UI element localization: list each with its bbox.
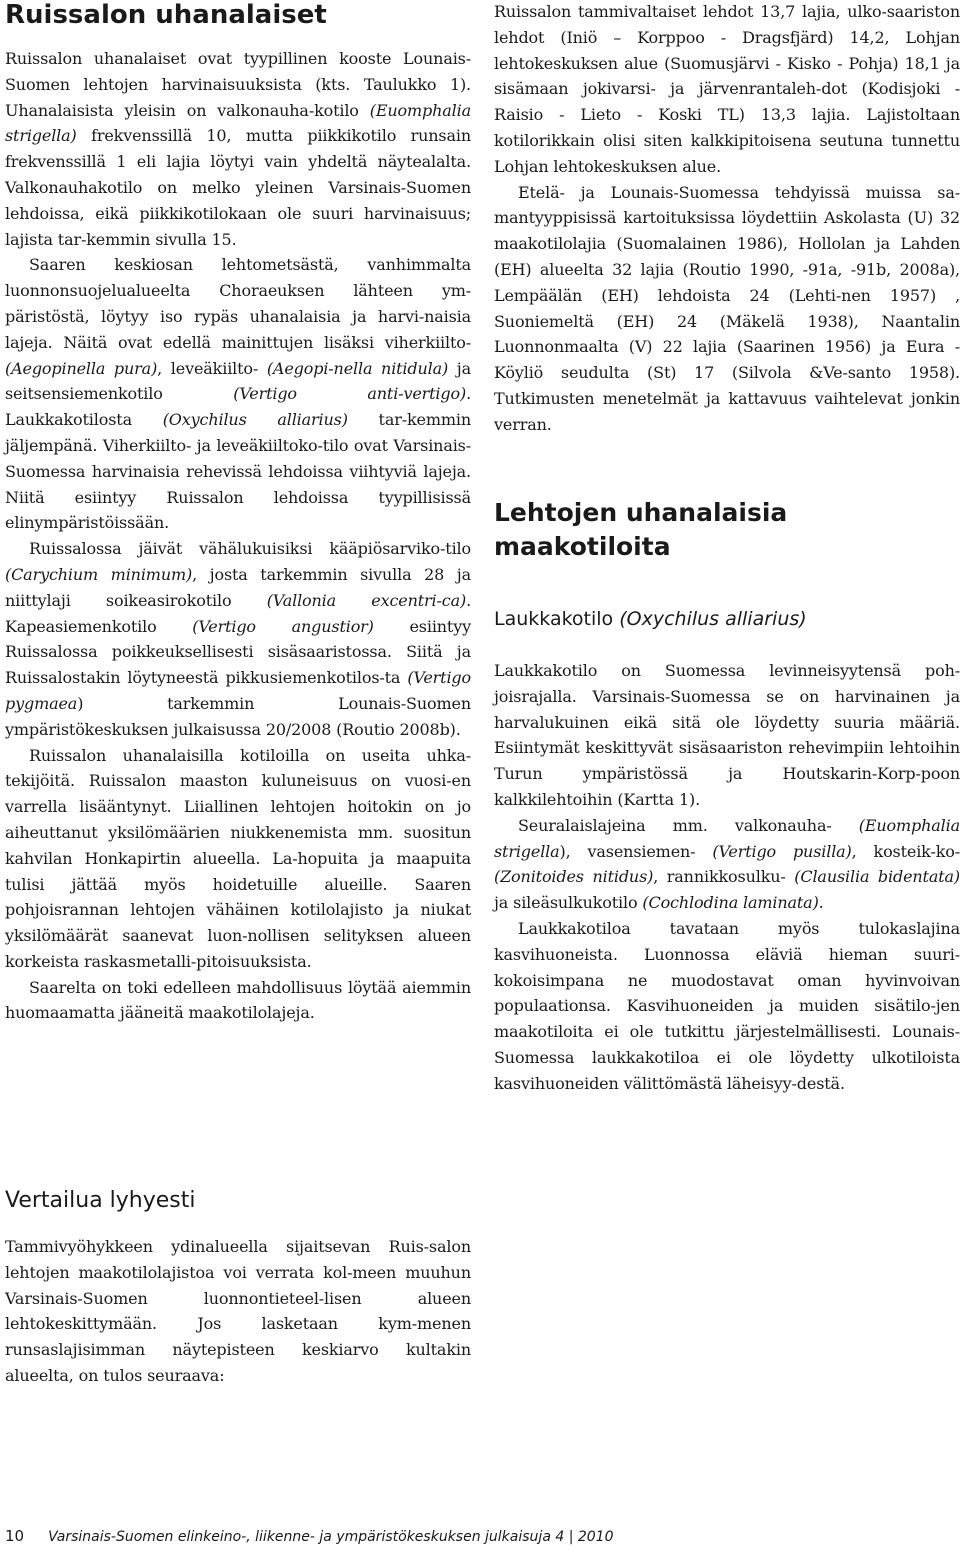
text-run: Ruissalon uhanalaisilla kotiloilla on useita uhka-tekijöitä. Ruissalon maaston kuluneisuus on vuosi-en varrella lisääntynyt. Liiallinen lehtojen hoitokin on jo aiheuttanut yksilömäärien niukkenemista mm. suositun kahvilan Honkapirtin alueella. La-hopuita ja maapuita tulisi jättää myös hoidetuille alueille. Saaren pohjoisrannan lehtojen vähäinen kotilolajisto ja niukat yksilömäärät saanevat luon-nollisen selityksen alueen korkeista raskasmetalli-pitoisuuksista.: [5, 745, 471, 971]
species-name: (Euomphalia strigella): [5, 100, 471, 146]
text-run: ) tarkemmin Lounais-Suomen ympäristökeskuksen julkaisussa 20/2008 (Routio 2008b).: [5, 693, 471, 739]
species-name: (Carychium minimum): [5, 564, 193, 584]
text-run: Ruissalossa jäivät vähälukuisiksi kääpiösarviko-tilo: [29, 539, 471, 559]
subsection-title-plain: Laukkakotilo: [494, 608, 620, 630]
species-name: (Clausilia bidentata): [794, 867, 960, 887]
paragraph: [494, 180, 960, 438]
paragraph: [494, 0, 960, 180]
paragraph: [494, 813, 960, 916]
paragraph: [5, 536, 471, 742]
section-title-lehtojen: [494, 496, 787, 564]
subsection-title-latin: (Oxychilus alliarius): [619, 608, 807, 630]
text-run: , kosteik-ko-: [851, 841, 960, 861]
text-run: Seuralaislajeina mm. valkonauha-: [518, 815, 859, 835]
paragraph: [494, 658, 960, 813]
text-run: . Laukkakotilosta: [5, 384, 471, 430]
species-name: (Oxychilus alliarius): [162, 410, 348, 430]
right-column: [494, 0, 960, 1093]
text-run: ja seitsensiemenkotilo: [5, 358, 471, 404]
text-run: , rannikkosulku-: [653, 867, 795, 887]
section-title-line-1: Lehtojen uhanalaisia: [494, 498, 788, 527]
text-run: Saaren keskiosan lehtometsästä, vanhimmalta luonnonsuojelualueelta Choraeuksen lähteen ym-päristöstä, löytyy iso rypäs uhanalaisia ja harvi-naisia lajeja. Näitä ovat edellä mainittujen lisäksi viherkiilto-: [5, 255, 471, 352]
species-name: (Aegopi-nella nitidula): [266, 358, 449, 378]
text-run: ja sileäsulkukotilo: [494, 893, 643, 913]
paragraph: [5, 252, 471, 536]
species-name: (Vallonia excentri-ca): [266, 590, 467, 610]
page-footer: [5, 1527, 614, 1545]
text-run: Ruissalon uhanalaiset ovat tyypillinen kooste Lounais-Suomen lehtojen harvinaisuuksista (kts. Taulukko 1). Uhanalaisista yleisin on valkonauha-kotilo: [5, 49, 471, 120]
text-run: , leveäkiilto-: [157, 358, 267, 378]
section-title-vertailua: Vertailua lyhyesti: [5, 1188, 196, 1213]
species-name: (Vertigo pusilla): [712, 841, 852, 861]
species-name: (Cochlodina laminata).: [642, 893, 824, 913]
species-name: (Aegopinella pura): [5, 358, 158, 378]
text-run: Saarelta on toki edelleen mahdollisuus löytää aiemmin huomaamatta jääneitä maakotilolajeja.: [5, 977, 471, 1023]
text-run: esiintyy Ruissalossa poikkeuksellisesti sisäsaaristossa. Siitä ja Ruissalostakin löytyneestä pikkusiemenkotilos-ta: [5, 616, 471, 688]
text-run: ), vasensiemen-: [559, 841, 713, 861]
text-run: Laukkakotilo on Suomessa levinneisyytensä poh-joisrajalla. Varsinais-Suomessa se on harvinainen ja harvalukuinen eikä sitä ole löydetty suuria määriä. Esiintymät keskittyvät sisäsaariston rehevimpiin lehtoihin Turun ympäristössä ja Houtskarin-Korp-poon kalkkilehtoihin (Kartta 1).: [494, 661, 960, 809]
paragraph: [5, 46, 471, 252]
text-run: Laukkakotiloa tavataan myös tulokaslajina kasvihuoneista. Luonnossa eläviä hieman suuri-kokoisimpana ne muodostavat oman hyvinvoivan populaationsa. Kasvihuoneiden ja muiden sisätilo-jen maakotiloita ei ole tutkittu järjestelmällisesti. Lounais-Suomessa laukkakotiloa ei ole löydetty ulkotiloista kasvihuoneiden välittömästä läheisyy-destä.: [494, 918, 960, 1093]
text-run: Tammivyöhykkeen ydinalueella sijaitsevan Ruis-salon lehtojen maakotilolajistoa voi verrata kol-meen muuhun Varsinais-Suomen luonnontieteel-lisen alueen lehtokeskittymään. Jos lasketaan kym-menen runsaslajisimman näytepisteen keskiarvo kultakin alueelta, on tulos seuraava:: [5, 1237, 471, 1385]
left-column: [5, 0, 471, 1385]
paragraph: [5, 975, 471, 1027]
vertailua-body: [5, 1234, 471, 1389]
subsection-title-laukkakotilo: [494, 606, 807, 632]
species-name: (Zonitoides nitidus): [494, 867, 654, 887]
species-name: (Vertigo pygmaea: [5, 668, 471, 713]
species-name: (Euomphalia strigella: [494, 815, 960, 861]
text-run: . Kapeasiemenkotilo: [5, 590, 471, 636]
paragraph: [5, 743, 471, 975]
text-run: Ruissalon tammivaltaiset lehdot 13,7 lajia, ulko-saariston lehdot (Iniö – Korppoo - Dragsfjärd) 14,2, Lohjan lehtokeskuksen alue (Suomusjärvi - Kisko - Pohja) 18,1 ja sisämaan jokivarsi- ja järvenrantaleh-dot (Kodisjoki - Raisio - Lieto - Koski TL) 13,3 lajia. Lajistoltaan kotilorikkain olisi siten kalkkipitoisena seutuna tunnettu Lohjan lehtokeskuksen alue.: [494, 2, 960, 176]
species-name: (Vertigo angustior): [192, 616, 374, 636]
species-name: (Vertigo anti-vertigo): [233, 384, 467, 404]
text-run: , josta tarkemmin sivulla 28 ja niittylaji soikeasirokotilo: [5, 564, 471, 610]
left-body: [5, 46, 471, 1026]
page-number: 10: [5, 1527, 25, 1545]
paragraph: [5, 1234, 471, 1389]
publication-line: Varsinais-Suomen elinkeino-, liikenne- ja ympäristökeskuksen julkaisuja 4 | 2010: [48, 1529, 614, 1545]
text-run: tar-kemmin jäljempänä. Viherkiilto- ja leveäkiiltoko-tilo ovat Varsinais-Suomessa harvinaisia rehevissä lehdoissa viihtyviä lajeja. Niitä esiintyy Ruissalon lehdoissa tyypillisissä elinympäristöissään.: [5, 410, 471, 533]
paragraph: [494, 916, 960, 1097]
text-run: frekvenssillä 10, mutta piikkikotilo runsain frekvenssillä 1 eli lajia löytyi vain yhdeltä näytealalta. Valkonauhakotilo on melko yleinen Varsinais-Suomen lehdoissa, eikä piikkikotilokaan ole suuri harvinaisuus; lajista tar-kemmin sivulla 15.: [5, 126, 471, 249]
page-title: Ruissalon uhanalaiset: [5, 0, 327, 30]
section-title-line-2: maakotiloita: [494, 532, 671, 561]
text-run: Etelä- ja Lounais-Suomessa tehdyissä muissa sa-mantyyppisissä kartoituksissa löydettiin Askolasta (U) 32 maakotilolajia (Suomalainen 1986), Hollolan ja Lahden (EH) alueelta 32 lajia (Routio 1990, -91a, -91b, 2008a), Lempäälän (EH) lehdoista 24 (Lehti-nen 1957) , Suoniemeltä (EH) 24 (Mäkelä 1938), Naantalin Luonnonmaalta (V) 22 lajia (Saarinen 1956) ja Eura - Köyliö seudulta (St) 17 (Silvola &Ve-santo 1958). Tutkimusten menetelmät ja kattavuus vaihtelevat jonkin verran.: [494, 182, 960, 434]
right-body-top: [494, 0, 960, 438]
right-body-bottom: [494, 658, 960, 1097]
